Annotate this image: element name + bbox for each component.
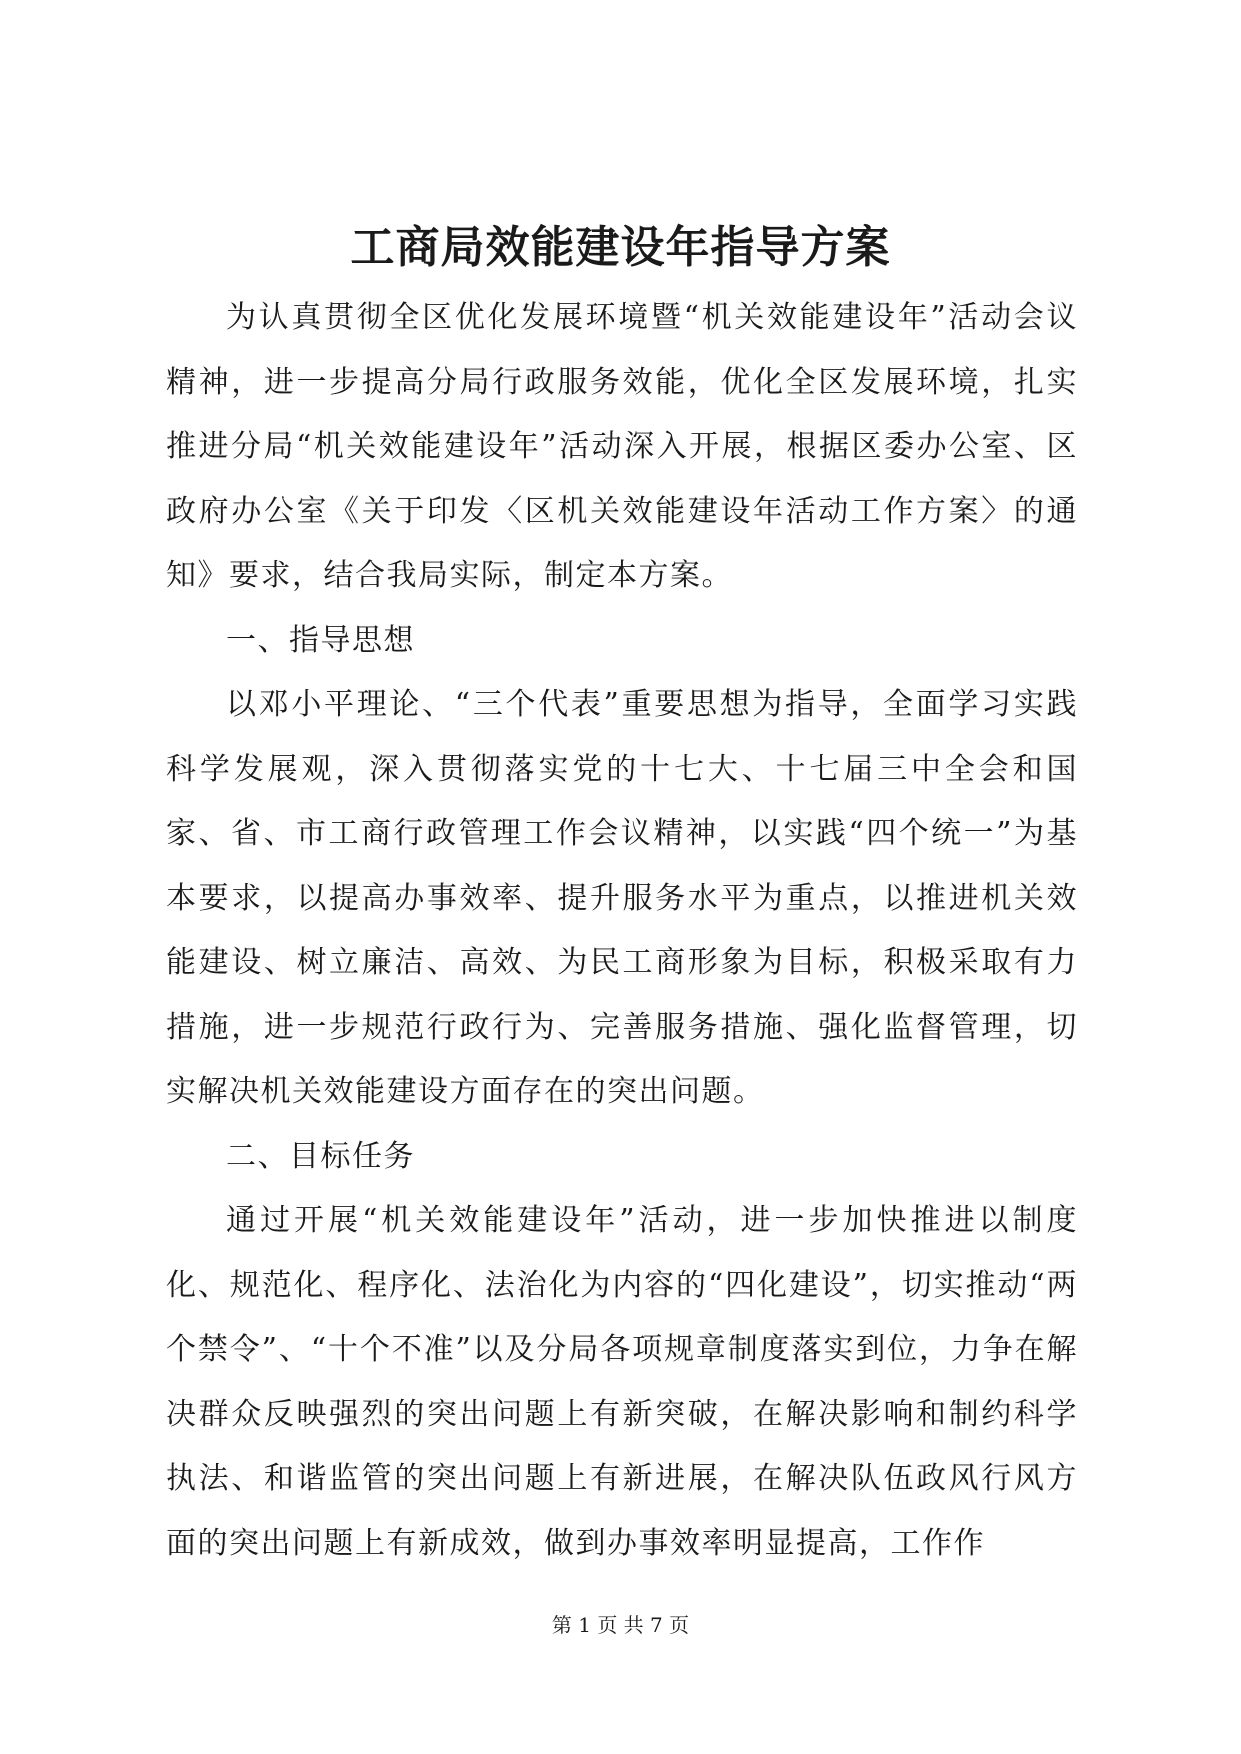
paragraph-objectives: 通过开展“机关效能建设年”活动，进一步加快推进以制度化、规范化、程序化、法治化为内容的“四化建设”，切实推动“两个禁令”、“十个不准”以及分局各项规章制度落实到位，力争在解决群众反映强烈的突出问题上有新突破，在解决影响和制约科学执法、和谐监管的突出问题上有新进展，在解决队伍政风行风方面的突出问题上有新成效，做到办事效率明显提高，工作作	[166, 1203, 1078, 1561]
page-footer	[0, 1611, 1241, 1639]
section-heading-objectives: 二、目标任务	[226, 1138, 415, 1174]
section-heading-guiding-ideology: 一、指导思想	[226, 622, 415, 658]
document-body	[166, 286, 1078, 1576]
paragraph-intro: 为认真贯彻全区优化发展环境暨“机关效能建设年”活动会议精神，进一步提高分局行政服务效能，优化全区发展环境，扎实推进分局“机关效能建设年”活动深入开展，根据区委办公室、区政府办公室《关于印发〈区机关效能建设年活动工作方案〉的通知》要求，结合我局实际，制定本方案。	[166, 300, 1078, 593]
page-number-label: 第 1 页 共 7 页	[551, 1613, 690, 1637]
paragraph-guiding-ideology: 以邓小平理论、“三个代表”重要思想为指导，全面学习实践科学发展观，深入贯彻落实党的十七大、十七届三中全会和国家、省、市工商行政管理工作会议精神，以实践“四个统一”为基本要求，以提高办事效率、提升服务水平为重点，以推进机关效能建设、树立廉洁、高效、为民工商形象为目标，积极采取有力措施，进一步规范行政行为、完善服务措施、强化监督管理，切实解决机关效能建设方面存在的突出问题。	[166, 687, 1078, 1109]
document-title: 工商局效能建设年指导方案	[350, 222, 891, 273]
